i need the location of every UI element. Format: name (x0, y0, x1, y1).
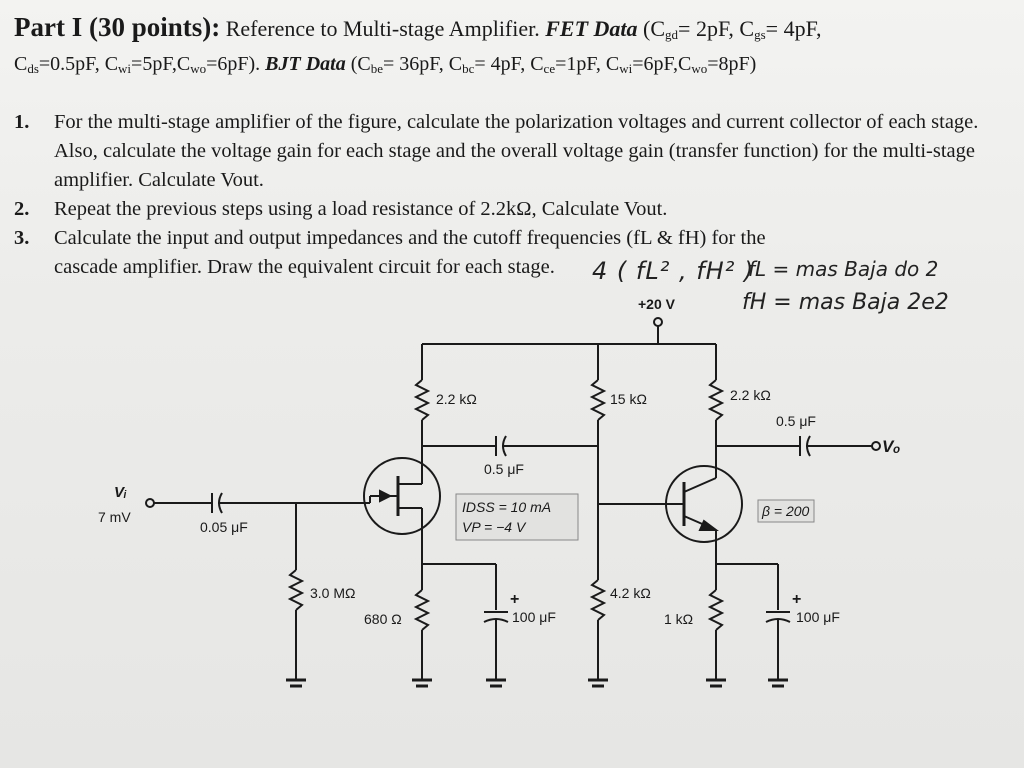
bjt-cce-value: =1pF, C (555, 53, 620, 75)
ground-symbol (412, 680, 432, 686)
question-number: 3. (14, 227, 30, 249)
fet-gate-arrow (380, 491, 390, 501)
label-beta: β = 200 (762, 503, 810, 519)
label-r-gate: 3.0 MΩ (310, 585, 356, 601)
bjt-emitter-arrow (700, 521, 716, 530)
label-r-emitter: 1 kΩ (664, 611, 694, 627)
label-c-emitter: 100 μF (796, 609, 840, 625)
question-text: For the multi-stage amplifier of the figure, calculate the polarization voltages and current collector of each stage. Also, calculate the voltage gain for each stage and the overall voltage gain (transfer function) for the multi-stage amplifier. Calculate Vout. (54, 111, 979, 191)
bjt-cwo-value: =8pF) (707, 53, 757, 75)
vsupply-label: +20 V (638, 296, 675, 312)
label-vi: Vᵢ (114, 484, 127, 501)
label-vp: VP = −4 V (462, 519, 526, 535)
sub-be: be (370, 61, 383, 76)
sub-wo-2: wo (691, 61, 708, 76)
ground-symbol (768, 680, 788, 686)
sub-wi-2: wi (619, 61, 633, 76)
question-number: 1. (14, 111, 30, 133)
bjt-cbe-value: = 36pF, C (382, 53, 463, 75)
ground-symbol (486, 680, 506, 686)
handwritten-note-fh: fH = mas Baja 2e2 (742, 290, 949, 315)
label-c-out: 0.5 μF (776, 413, 816, 429)
fet-cds-value: =0.5pF, C (38, 53, 119, 75)
ground-symbol (588, 680, 608, 686)
bjt-cbc-value: = 4pF, C (474, 53, 544, 75)
question-number: 2. (14, 198, 30, 220)
label-r-drain: 2.2 kΩ (436, 391, 477, 407)
resistor-gate (290, 570, 302, 610)
resistor-drain (416, 380, 428, 420)
fet-cds-c: C (14, 53, 28, 75)
sub-wo: wo (190, 61, 207, 76)
sub-wi: wi (118, 61, 132, 76)
vout-terminal (872, 442, 880, 450)
resistor-source (416, 590, 428, 630)
resistor-collector (710, 380, 722, 420)
resistor-emitter (710, 590, 722, 630)
sub-ce: ce (543, 61, 556, 76)
label-vi-value: 7 mV (98, 509, 131, 525)
label-idss: IDSS = 10 mA (462, 499, 552, 515)
bjt-collector-lead (684, 478, 716, 492)
fet-cwi-value: =5pF,C (131, 53, 191, 75)
label-plus-1: + (510, 591, 520, 608)
resistor-bias-top (592, 380, 604, 420)
sub-gs: gs (754, 27, 766, 42)
label-r-bias-top: 15 kΩ (610, 391, 647, 407)
fet-cwo-value: =6pF). (206, 53, 261, 75)
fet-cgs-value: = 4pF, (765, 16, 822, 41)
part-title: Part I (30 points): (14, 12, 221, 42)
label-c-in: 0.05 μF (200, 519, 248, 535)
supply-terminal (654, 318, 662, 326)
resistor-bias-bottom (592, 580, 604, 620)
handwritten-note-fl: fL = mas Baja do 2 (748, 257, 939, 281)
question-text: Repeat the previous steps using a load resistance of 2.2kΩ, Calculate Vout. (54, 198, 668, 220)
sub-ds: ds (27, 61, 39, 76)
ground-symbol (286, 680, 306, 686)
intro-text: Reference to Multi-stage Amplifier. (225, 16, 540, 41)
bjt-data-title: BJT Data (265, 53, 346, 75)
label-r-bias-bottom: 4.2 kΩ (610, 585, 651, 601)
fet-data-title: FET Data (545, 16, 638, 41)
vin-terminal (146, 499, 154, 507)
handwritten-note-frequencies: 4 ( fL² , fH² ) (592, 257, 755, 285)
label-vout: Vₒ (882, 437, 901, 456)
bjt-cwi-value: =6pF,C (632, 53, 692, 75)
label-r-source: 680 Ω (364, 611, 402, 627)
fet-values-open: (C (643, 16, 666, 41)
question-text: Calculate the input and output impedances and the cutoff frequencies (fL & fH) for the cascade amplifier. Draw the equivalent circuit for each stage. (54, 227, 766, 278)
label-plus-2: + (792, 591, 802, 608)
sub-bc: bc (462, 61, 475, 76)
label-c-source: 100 μF (512, 609, 556, 625)
sub-gd: gd (665, 27, 679, 42)
ground-symbol (706, 680, 726, 686)
label-c-couple: 0.5 μF (484, 461, 524, 477)
label-r-collector: 2.2 kΩ (730, 387, 771, 403)
bjt-open: (C (350, 53, 371, 75)
fet-cgd-value: = 2pF, C (678, 16, 755, 41)
